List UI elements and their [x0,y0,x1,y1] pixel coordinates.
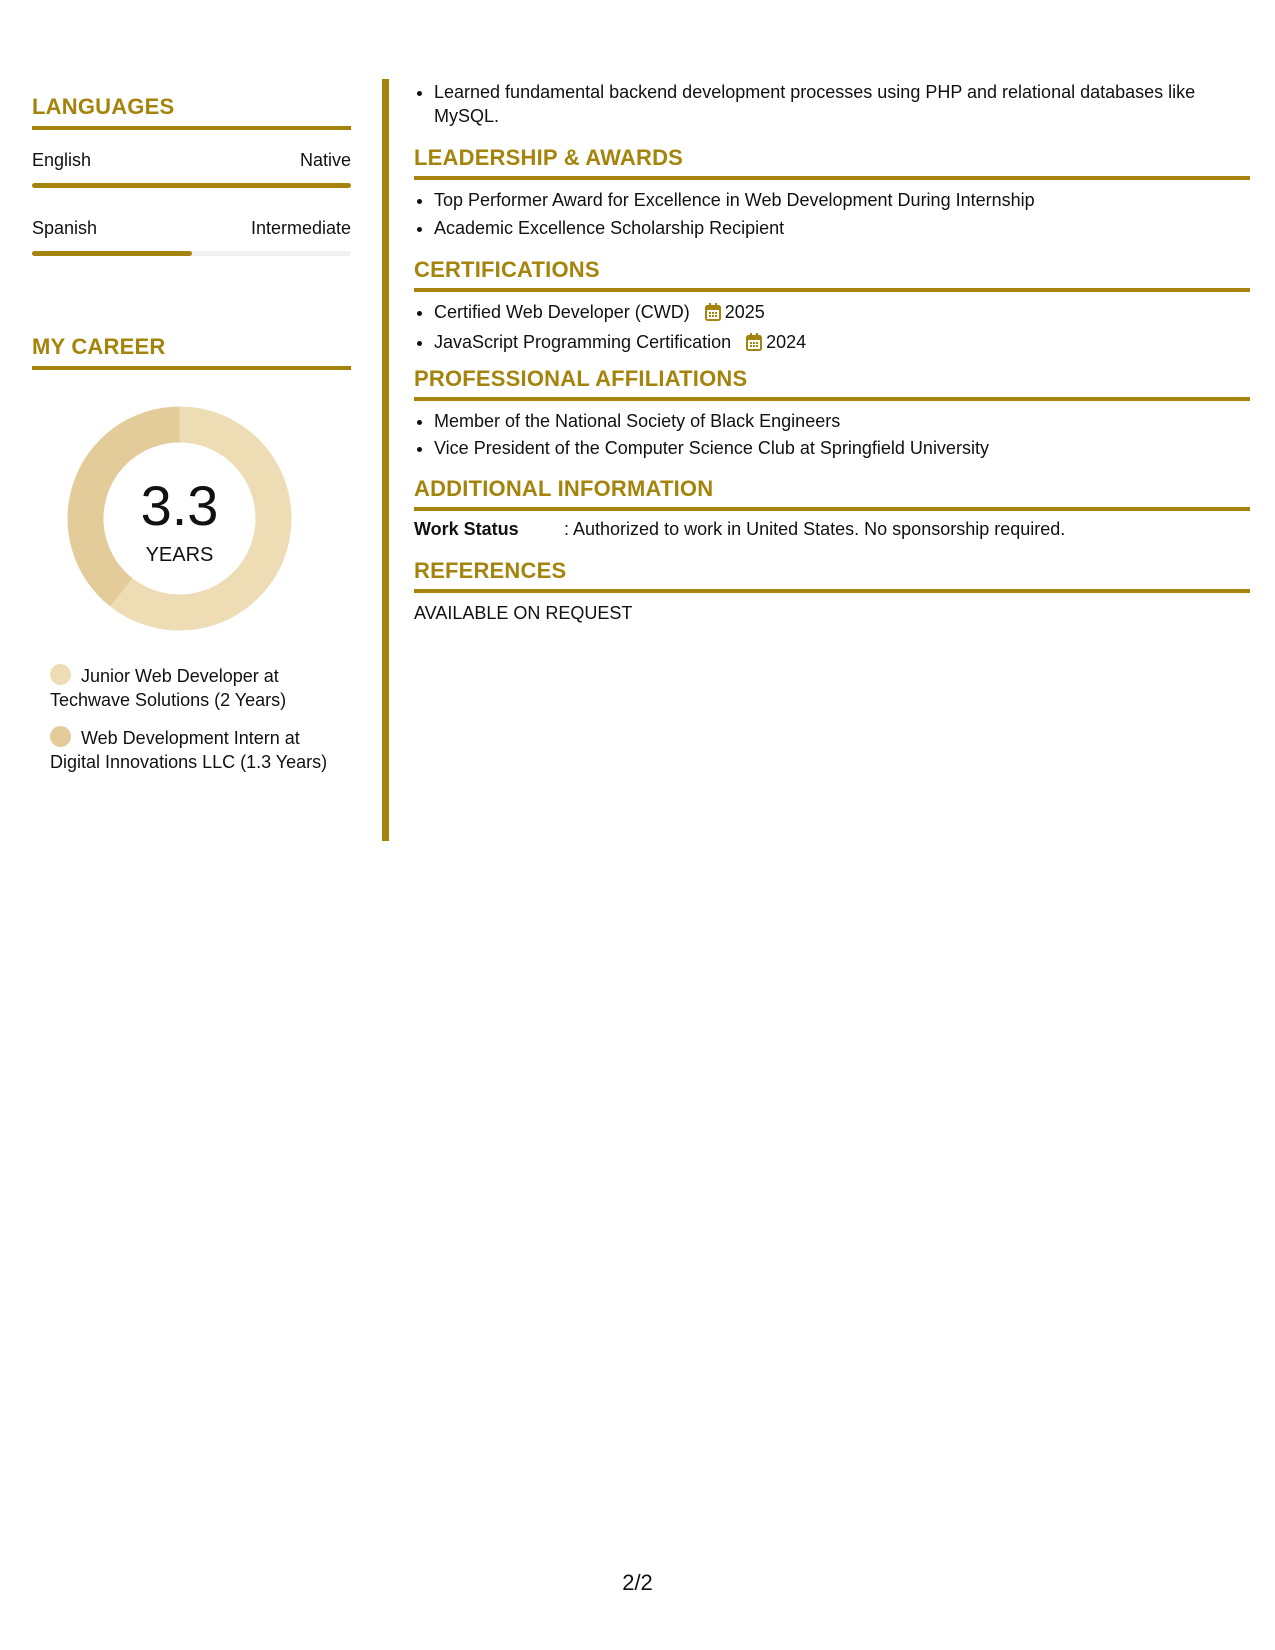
language-name: Spanish [32,218,98,238]
certification-name: JavaScript Programming Certification [434,332,732,352]
leadership-heading: LEADERSHIP & AWARDS [414,145,684,170]
section-rule [414,589,1250,593]
sidebar [32,94,351,772]
additional-info-section [414,476,1250,540]
certification-item [434,330,1250,357]
leadership-section [414,145,1250,240]
proficiency-bar [32,251,351,256]
career-donut-chart [67,406,292,631]
certifications-heading: CERTIFICATIONS [414,257,600,282]
proficiency-fill [32,251,192,256]
legend-dot [50,664,71,685]
work-status-label: Work Status [414,519,519,539]
section-rule [414,397,1250,401]
section-rule [32,126,351,130]
calendar-icon [746,333,762,357]
total-years-unit: YEARS [145,544,214,566]
career-section [32,334,351,934]
list-item: • Vice President of the Computer Science Club at Springfield University [434,436,1250,460]
list-item: • Learned fundamental backend development processes using PHP and relational databases like MySQL. [434,80,1264,128]
experience-continued-list [414,80,1264,128]
proficiency-bar [32,183,351,188]
references-text: AVAILABLE ON REQUEST [414,603,633,623]
certification-year: 2025 [724,302,765,322]
references-heading: REFERENCES [414,558,567,583]
legend-label: Web Development Intern at Digital Innovations LLC (1.3 Years) [50,728,328,772]
career-legend-item [50,726,330,774]
languages-section [32,94,351,256]
page-number: 2/2 [622,1570,653,1595]
certification-year: 2024 [766,332,807,352]
language-item-spanish [32,218,351,256]
list-item: • Top Performer Award for Excellence in Web Development During Internship [434,188,1250,212]
work-status-row [414,519,1250,540]
section-rule [414,507,1250,511]
language-item-english [32,150,351,188]
language-name: English [32,150,92,170]
additional-info-heading: ADDITIONAL INFORMATION [414,476,714,501]
list-item: • Member of the National Society of Black Engineers [434,409,1250,433]
section-rule [414,288,1250,292]
affiliations-heading: PROFESSIONAL AFFILIATIONS [414,366,748,391]
section-rule [414,176,1250,180]
language-level: Intermediate [250,218,351,238]
section-rule [32,366,351,370]
certifications-section [414,257,1250,357]
certification-name: Certified Web Developer (CWD) [434,302,690,322]
affiliations-section [414,366,1250,460]
language-level: Native [299,150,351,170]
certification-item [434,300,1250,327]
references-section [414,558,1250,624]
total-years-value: 3.3 [140,474,219,537]
legend-dot [50,726,71,747]
career-heading: MY CAREER [32,334,166,359]
legend-label: Junior Web Developer at Techwave Solutions (2 Years) [50,666,287,710]
proficiency-fill [32,183,351,188]
career-legend-item [50,664,330,712]
calendar-icon [705,303,721,327]
list-item: • Academic Excellence Scholarship Recipient [434,216,1250,240]
column-divider [382,79,389,841]
languages-heading: LANGUAGES [32,94,175,119]
work-status-value: : Authorized to work in United States. No sponsorship required. [564,519,1066,539]
